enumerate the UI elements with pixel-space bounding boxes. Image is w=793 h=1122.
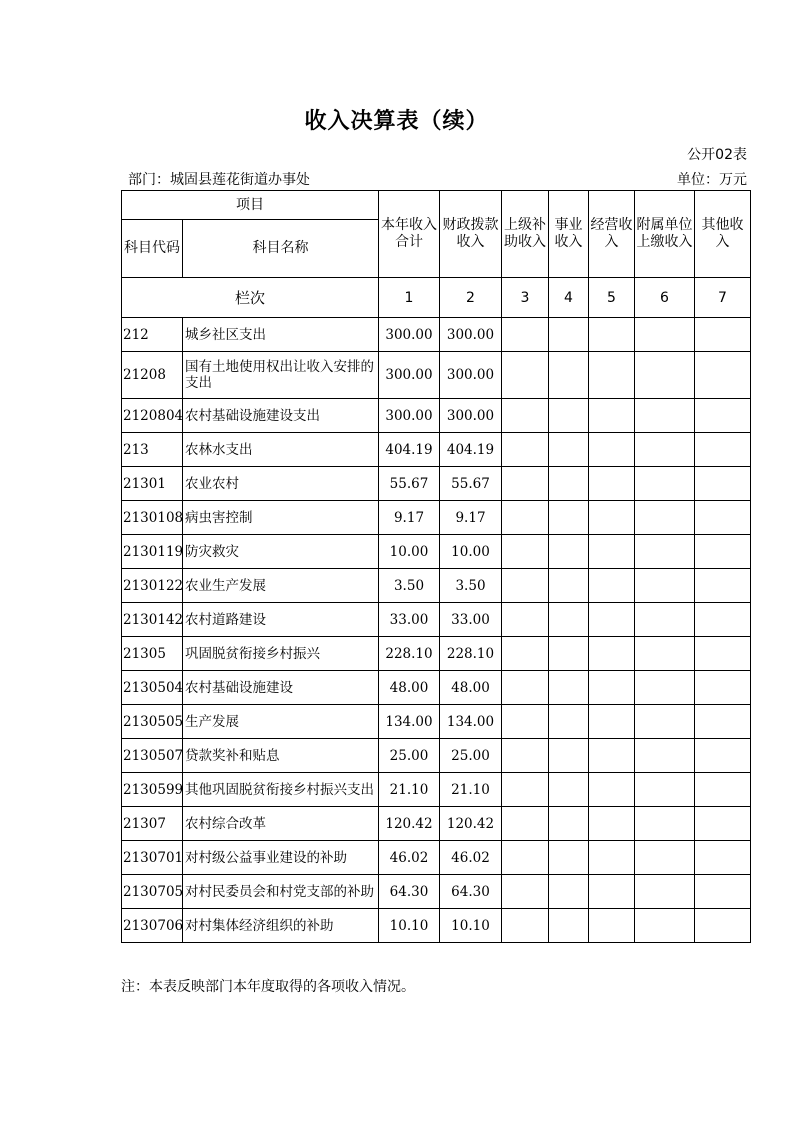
affiliated-unit-income-cell (635, 535, 695, 569)
business-income-cell (549, 501, 589, 535)
total-income-cell: 33.00 (379, 603, 440, 637)
fiscal-appropriation-cell: 48.00 (440, 671, 502, 705)
total-income-cell: 64.30 (379, 875, 440, 909)
superior-subsidy-cell (502, 399, 549, 433)
subject-name-cell: 农村综合改革 (183, 807, 379, 841)
table-row (122, 318, 751, 352)
table-row (122, 671, 751, 705)
header-subject-name: 科目名称 (183, 220, 379, 278)
other-income-cell (695, 875, 751, 909)
superior-subsidy-cell (502, 705, 549, 739)
subject-code-cell: 2130142 (122, 603, 183, 637)
subject-name-cell: 城乡社区支出 (183, 318, 379, 352)
column-number: 2 (440, 278, 502, 318)
superior-subsidy-cell (502, 773, 549, 807)
operating-income-cell (589, 352, 635, 399)
table-row (122, 909, 751, 943)
fiscal-appropriation-cell: 25.00 (440, 739, 502, 773)
fiscal-appropriation-cell: 228.10 (440, 637, 502, 671)
subject-code-cell: 2130701 (122, 841, 183, 875)
header-other-income: 其他收入 (695, 191, 751, 278)
superior-subsidy-cell (502, 501, 549, 535)
operating-income-cell (589, 671, 635, 705)
table-row (122, 637, 751, 671)
affiliated-unit-income-cell (635, 501, 695, 535)
total-income-cell: 134.00 (379, 705, 440, 739)
subject-name-cell: 对村集体经济组织的补助 (183, 909, 379, 943)
fiscal-appropriation-cell: 300.00 (440, 399, 502, 433)
column-number: 1 (379, 278, 440, 318)
fiscal-appropriation-cell: 10.10 (440, 909, 502, 943)
subject-name-cell: 国有土地使用权出让收入安排的支出 (183, 352, 379, 399)
table-row (122, 773, 751, 807)
subject-code-cell: 2130705 (122, 875, 183, 909)
income-table (121, 190, 751, 943)
column-number: 6 (635, 278, 695, 318)
operating-income-cell (589, 637, 635, 671)
operating-income-cell (589, 841, 635, 875)
footnote: 注：本表反映部门本年度取得的各项收入情况。 (121, 979, 415, 995)
fiscal-appropriation-cell: 21.10 (440, 773, 502, 807)
subject-name-cell: 生产发展 (183, 705, 379, 739)
subject-code-cell: 2130504 (122, 671, 183, 705)
operating-income-cell (589, 467, 635, 501)
header-subject-code: 科目代码 (122, 220, 183, 278)
column-number: 7 (695, 278, 751, 318)
affiliated-unit-income-cell (635, 705, 695, 739)
table-row (122, 352, 751, 399)
total-income-cell: 3.50 (379, 569, 440, 603)
affiliated-unit-income-cell (635, 569, 695, 603)
table-row (122, 705, 751, 739)
superior-subsidy-cell (502, 603, 549, 637)
superior-subsidy-cell (502, 535, 549, 569)
column-number: 5 (589, 278, 635, 318)
total-income-cell: 48.00 (379, 671, 440, 705)
header-total-income: 本年收入合计 (379, 191, 440, 278)
subject-name-cell: 农村基础设施建设支出 (183, 399, 379, 433)
header-superior-subsidy: 上级补助收入 (502, 191, 549, 278)
business-income-cell (549, 637, 589, 671)
total-income-cell: 300.00 (379, 318, 440, 352)
subject-code-cell: 2130706 (122, 909, 183, 943)
subject-code-cell: 2130507 (122, 739, 183, 773)
total-income-cell: 300.00 (379, 352, 440, 399)
fiscal-appropriation-cell: 55.67 (440, 467, 502, 501)
unit-label: 单位：万元 (677, 172, 747, 188)
subject-code-cell: 2130599 (122, 773, 183, 807)
other-income-cell (695, 318, 751, 352)
subject-name-cell: 对村级公益事业建设的补助 (183, 841, 379, 875)
fiscal-appropriation-cell: 9.17 (440, 501, 502, 535)
other-income-cell (695, 909, 751, 943)
subject-code-cell: 21301 (122, 467, 183, 501)
business-income-cell (549, 399, 589, 433)
table-row (122, 875, 751, 909)
total-income-cell: 10.10 (379, 909, 440, 943)
subject-code-cell: 2130119 (122, 535, 183, 569)
business-income-cell (549, 773, 589, 807)
other-income-cell (695, 807, 751, 841)
superior-subsidy-cell (502, 807, 549, 841)
form-number: 公开02表 (687, 147, 747, 163)
operating-income-cell (589, 399, 635, 433)
operating-income-cell (589, 603, 635, 637)
column-number: 3 (502, 278, 549, 318)
operating-income-cell (589, 318, 635, 352)
business-income-cell (549, 433, 589, 467)
subject-code-cell: 21307 (122, 807, 183, 841)
other-income-cell (695, 773, 751, 807)
business-income-cell (549, 569, 589, 603)
header-affiliated-unit-income: 附属单位上缴收入 (635, 191, 695, 278)
total-income-cell: 300.00 (379, 399, 440, 433)
affiliated-unit-income-cell (635, 875, 695, 909)
subject-code-cell: 213 (122, 433, 183, 467)
superior-subsidy-cell (502, 909, 549, 943)
fiscal-appropriation-cell: 404.19 (440, 433, 502, 467)
other-income-cell (695, 352, 751, 399)
page-title: 收入决算表（续） (304, 109, 489, 134)
fiscal-appropriation-cell: 3.50 (440, 569, 502, 603)
affiliated-unit-income-cell (635, 773, 695, 807)
table-row (122, 569, 751, 603)
table-row (122, 841, 751, 875)
operating-income-cell (589, 569, 635, 603)
operating-income-cell (589, 433, 635, 467)
header-operating-income: 经营收入 (589, 191, 635, 278)
fiscal-appropriation-cell: 10.00 (440, 535, 502, 569)
affiliated-unit-income-cell (635, 603, 695, 637)
table-row (122, 501, 751, 535)
table-row (122, 467, 751, 501)
business-income-cell (549, 467, 589, 501)
table-row (122, 739, 751, 773)
other-income-cell (695, 433, 751, 467)
header-item: 项目 (122, 191, 379, 220)
operating-income-cell (589, 909, 635, 943)
fiscal-appropriation-cell: 46.02 (440, 841, 502, 875)
superior-subsidy-cell (502, 875, 549, 909)
total-income-cell: 21.10 (379, 773, 440, 807)
business-income-cell (549, 841, 589, 875)
business-income-cell (549, 603, 589, 637)
subject-code-cell: 2130108 (122, 501, 183, 535)
table-row (122, 807, 751, 841)
subject-name-cell: 农村基础设施建设 (183, 671, 379, 705)
superior-subsidy-cell (502, 841, 549, 875)
fiscal-appropriation-cell: 300.00 (440, 352, 502, 399)
business-income-cell (549, 535, 589, 569)
subject-name-cell: 病虫害控制 (183, 501, 379, 535)
business-income-cell (549, 909, 589, 943)
total-income-cell: 10.00 (379, 535, 440, 569)
operating-income-cell (589, 501, 635, 535)
superior-subsidy-cell (502, 569, 549, 603)
affiliated-unit-income-cell (635, 433, 695, 467)
total-income-cell: 9.17 (379, 501, 440, 535)
total-income-cell: 228.10 (379, 637, 440, 671)
column-number: 4 (549, 278, 589, 318)
affiliated-unit-income-cell (635, 637, 695, 671)
subject-code-cell: 2120804 (122, 399, 183, 433)
subject-name-cell: 农林水支出 (183, 433, 379, 467)
affiliated-unit-income-cell (635, 807, 695, 841)
operating-income-cell (589, 875, 635, 909)
affiliated-unit-income-cell (635, 467, 695, 501)
total-income-cell: 404.19 (379, 433, 440, 467)
subject-name-cell: 贷款奖补和贴息 (183, 739, 379, 773)
business-income-cell (549, 352, 589, 399)
affiliated-unit-income-cell (635, 841, 695, 875)
other-income-cell (695, 399, 751, 433)
table-row (122, 535, 751, 569)
department-label: 部门：城固县莲花街道办事处 (128, 172, 310, 188)
other-income-cell (695, 467, 751, 501)
total-income-cell: 55.67 (379, 467, 440, 501)
table-row (122, 433, 751, 467)
subject-name-cell: 农业农村 (183, 467, 379, 501)
subject-code-cell: 2130122 (122, 569, 183, 603)
business-income-cell (549, 671, 589, 705)
business-income-cell (549, 739, 589, 773)
other-income-cell (695, 501, 751, 535)
header-business-income: 事业收入 (549, 191, 589, 278)
subject-code-cell: 21208 (122, 352, 183, 399)
subject-name-cell: 防灾救灾 (183, 535, 379, 569)
table-row (122, 603, 751, 637)
business-income-cell (549, 318, 589, 352)
subject-code-cell: 212 (122, 318, 183, 352)
superior-subsidy-cell (502, 318, 549, 352)
header-fiscal-appropriation: 财政拨款收入 (440, 191, 502, 278)
superior-subsidy-cell (502, 467, 549, 501)
table-row (122, 399, 751, 433)
operating-income-cell (589, 535, 635, 569)
superior-subsidy-cell (502, 352, 549, 399)
business-income-cell (549, 875, 589, 909)
subject-name-cell: 农业生产发展 (183, 569, 379, 603)
other-income-cell (695, 535, 751, 569)
subject-name-cell: 农村道路建设 (183, 603, 379, 637)
subject-name-cell: 其他巩固脱贫衔接乡村振兴支出 (183, 773, 379, 807)
fiscal-appropriation-cell: 33.00 (440, 603, 502, 637)
other-income-cell (695, 739, 751, 773)
total-income-cell: 46.02 (379, 841, 440, 875)
other-income-cell (695, 569, 751, 603)
affiliated-unit-income-cell (635, 399, 695, 433)
affiliated-unit-income-cell (635, 352, 695, 399)
operating-income-cell (589, 705, 635, 739)
business-income-cell (549, 807, 589, 841)
fiscal-appropriation-cell: 64.30 (440, 875, 502, 909)
affiliated-unit-income-cell (635, 909, 695, 943)
other-income-cell (695, 671, 751, 705)
fiscal-appropriation-cell: 120.42 (440, 807, 502, 841)
other-income-cell (695, 841, 751, 875)
operating-income-cell (589, 773, 635, 807)
fiscal-appropriation-cell: 134.00 (440, 705, 502, 739)
superior-subsidy-cell (502, 671, 549, 705)
column-number-label: 栏次 (122, 278, 379, 318)
subject-code-cell: 2130505 (122, 705, 183, 739)
business-income-cell (549, 705, 589, 739)
superior-subsidy-cell (502, 433, 549, 467)
superior-subsidy-cell (502, 637, 549, 671)
other-income-cell (695, 637, 751, 671)
fiscal-appropriation-cell: 300.00 (440, 318, 502, 352)
affiliated-unit-income-cell (635, 671, 695, 705)
subject-name-cell: 巩固脱贫衔接乡村振兴 (183, 637, 379, 671)
superior-subsidy-cell (502, 739, 549, 773)
affiliated-unit-income-cell (635, 318, 695, 352)
operating-income-cell (589, 739, 635, 773)
affiliated-unit-income-cell (635, 739, 695, 773)
other-income-cell (695, 705, 751, 739)
total-income-cell: 25.00 (379, 739, 440, 773)
subject-name-cell: 对村民委员会和村党支部的补助 (183, 875, 379, 909)
subject-code-cell: 21305 (122, 637, 183, 671)
operating-income-cell (589, 807, 635, 841)
total-income-cell: 120.42 (379, 807, 440, 841)
other-income-cell (695, 603, 751, 637)
